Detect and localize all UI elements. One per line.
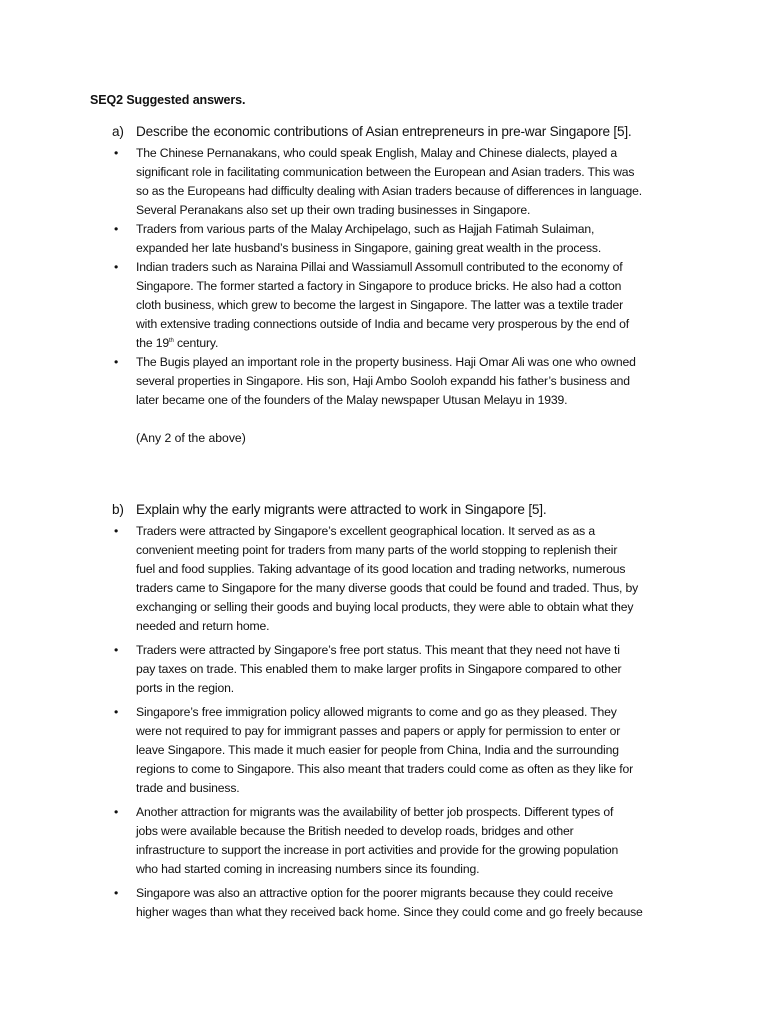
bullet-icon: • bbox=[114, 524, 119, 538]
bullet-text: Traders were attracted by Singapore’s free port status. This meant that they need not have ti pay taxes on trade. This enabled them to make larger profits in Singapore compared to other ports in the region. bbox=[136, 643, 622, 695]
list-item bbox=[112, 220, 682, 258]
list-item bbox=[112, 884, 682, 922]
question-b bbox=[112, 500, 682, 519]
ordinal-superscript: th bbox=[169, 338, 174, 344]
list-item bbox=[112, 803, 682, 879]
list-item bbox=[112, 144, 682, 220]
section-b bbox=[112, 500, 682, 927]
bullet-icon: • bbox=[114, 146, 119, 160]
list-item bbox=[112, 258, 682, 353]
document-title: SEQ2 Suggested answers. bbox=[90, 93, 246, 107]
bullet-icon: • bbox=[114, 805, 119, 819]
question-b-text: Explain why the early migrants were attracted to work in Singapore [5]. bbox=[136, 502, 547, 517]
list-item bbox=[112, 353, 682, 410]
bullet-icon: • bbox=[114, 643, 119, 657]
answer-list-b bbox=[112, 522, 682, 922]
section-a bbox=[112, 122, 682, 448]
bullet-icon: • bbox=[114, 705, 119, 719]
bullet-text: Another attraction for migrants was the availability of better job prospects. Different types of jobs were available because the British needed to develop roads, bridges and other infrastructure to support the increase in port activities and provide for the growing population who had started coming in increasing numbers since its founding. bbox=[136, 805, 619, 876]
bullet-text: The Bugis played an important role in the property business. Haji Omar Ali was one who owned several properties in Singapore. His son, Haji Ambo Sooloh expandd his father’s business and later became one of the founders of the Malay newspaper Utusan Melayu in 1939. bbox=[136, 355, 636, 407]
list-item bbox=[112, 703, 682, 798]
question-a bbox=[112, 122, 682, 141]
bullet-text: Singapore’s free immigration policy allowed migrants to come and go as they pleased. They were not required to pay for immigrant passes and papers or apply for permission to enter or leave Singapore. This made it much easier for people from China, India and the surrounding regions to come to Singapore. This also meant that traders could come as often as they like for trade and business. bbox=[136, 705, 633, 795]
list-item bbox=[112, 641, 682, 698]
bullet-text bbox=[136, 258, 682, 353]
bullet-icon: • bbox=[114, 222, 119, 236]
bullet-text: The Chinese Pernanakans, who could speak English, Malay and Chinese dialects, played a significant role in facilitating communication between the European and Asian traders. This was so as the Europeans had difficulty dealing with Asian traders because of differences in language. Several Peranakans also set up their own trading businesses in Singapore. bbox=[136, 146, 643, 217]
list-item bbox=[112, 522, 682, 636]
answer-list-a bbox=[112, 144, 682, 410]
bullet-icon: • bbox=[114, 260, 119, 274]
bullet-text: Singapore was also an attractive option for the poorer migrants because they could receive higher wages than what they received back home. Since they could come and go freely because bbox=[136, 886, 643, 919]
question-a-letter: a) bbox=[112, 124, 124, 139]
bullet-icon: • bbox=[114, 886, 119, 900]
bullet-text: Traders were attracted by Singapore’s excellent geographical location. It served as as a convenient meeting point for traders from many parts of the world stopping to replenish their fuel and food supplies. Taking advantage of its good location and trading networks, numerous traders came to Singapore for the many diverse goods that could be found and traded. Thus, by exchanging or selling their goods and buying local products, they were able to obtain what they needed and return home. bbox=[136, 524, 639, 633]
answer-note: (Any 2 of the above) bbox=[136, 431, 246, 445]
bullet-text-tail: century. bbox=[173, 336, 219, 350]
bullet-text: Traders from various parts of the Malay Archipelago, such as Hajjah Fatimah Sulaiman, expanded her late husband’s business in Singapore, gaining great wealth in the process. bbox=[136, 222, 602, 255]
bullet-text-main: Indian traders such as Naraina Pillai and Wassiamull Assomull contributed to the economy of Singapore. The former started a factory in Singapore to produce bricks. He also had a cotton cloth business, which grew to become the largest in Singapore. The latter was a textile trader with extensive trading connections outside of India and became very prosperous by the end of the 19 bbox=[136, 260, 629, 350]
bullet-icon: • bbox=[114, 355, 119, 369]
question-b-letter: b) bbox=[112, 502, 124, 517]
question-a-text: Describe the economic contributions of Asian entrepreneurs in pre-war Singapore [5]. bbox=[136, 124, 632, 139]
